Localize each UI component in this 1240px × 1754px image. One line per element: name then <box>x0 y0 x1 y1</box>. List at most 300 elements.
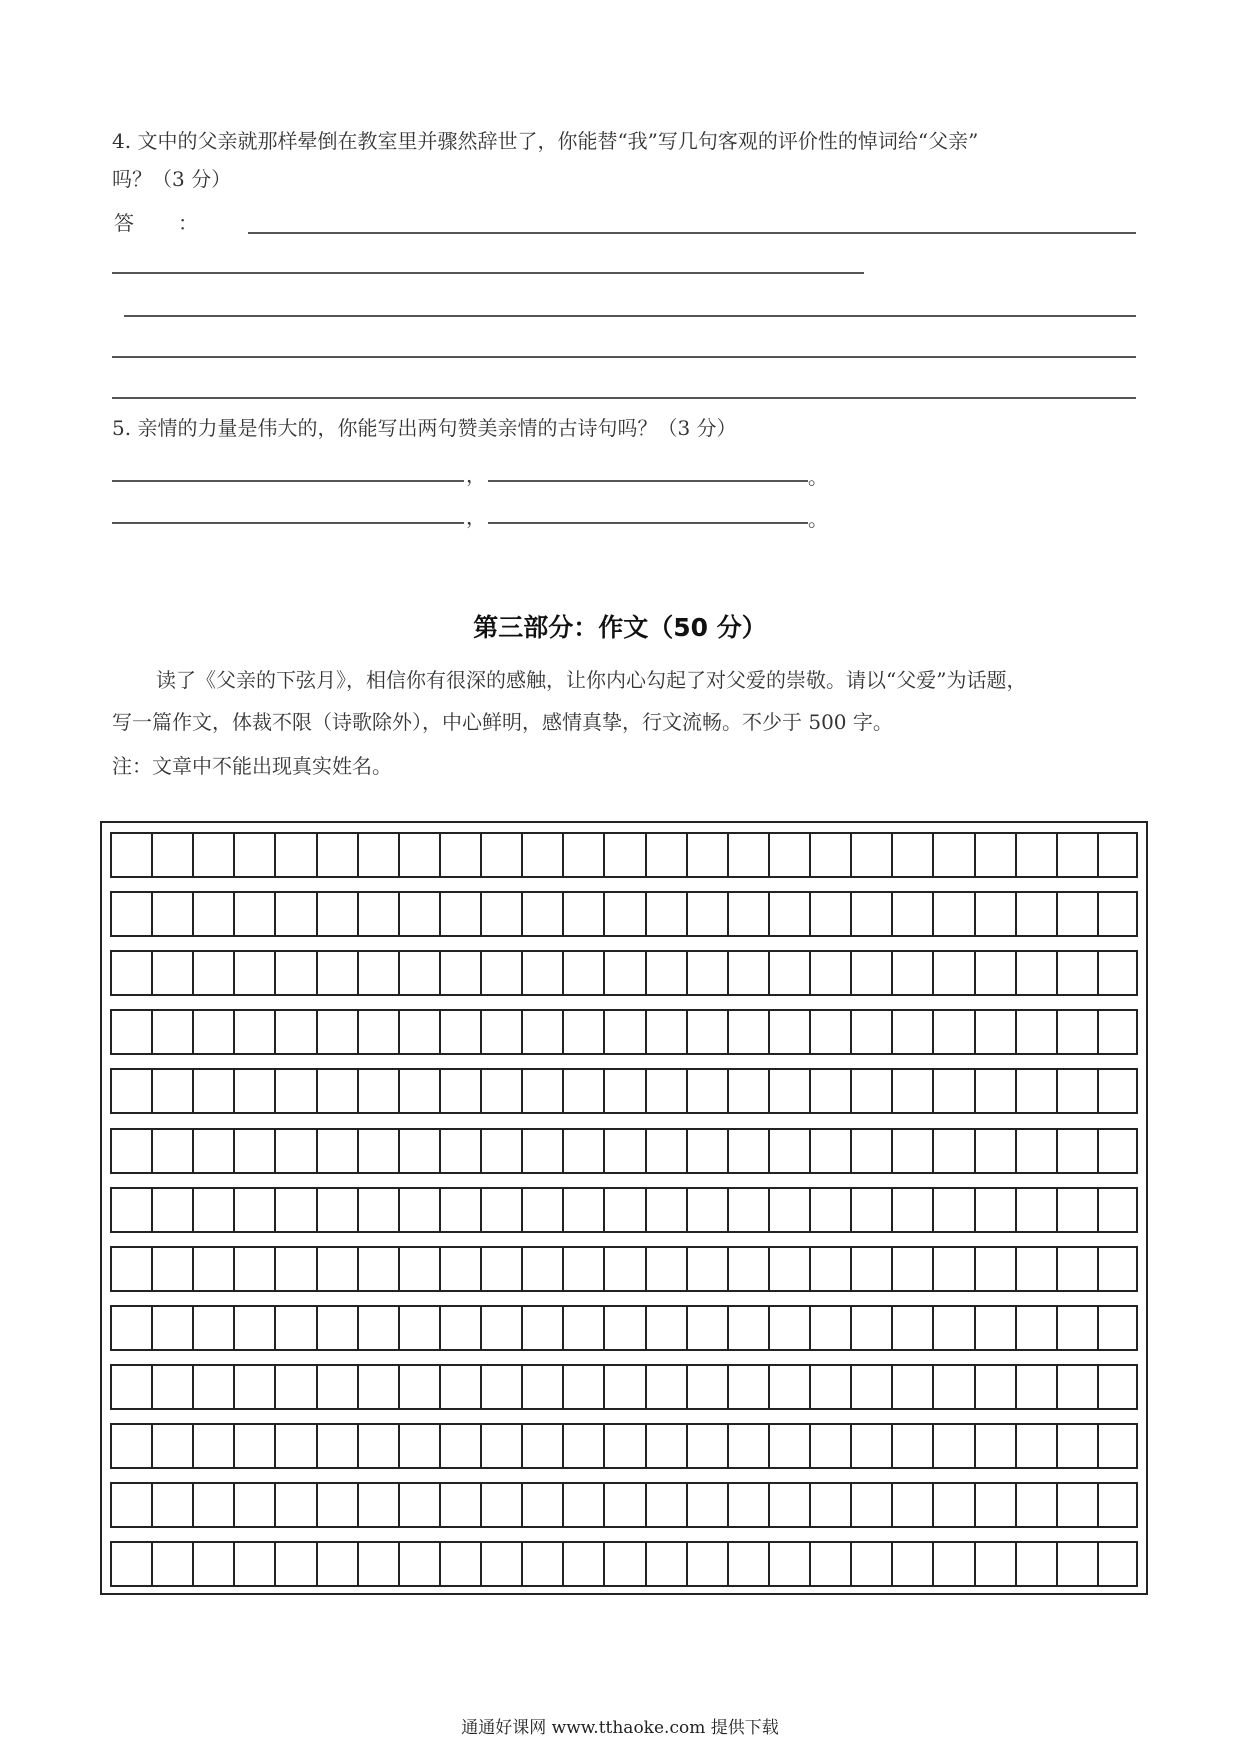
grid-cell[interactable] <box>686 834 727 876</box>
grid-cell[interactable] <box>850 1011 891 1053</box>
grid-cell[interactable] <box>151 1425 192 1467</box>
grid-cell[interactable] <box>357 1543 398 1585</box>
grid-cell[interactable] <box>603 1248 644 1290</box>
grid-cell[interactable] <box>357 1189 398 1231</box>
grid-cell[interactable] <box>974 1484 1015 1526</box>
grid-cell[interactable] <box>603 1484 644 1526</box>
grid-cell[interactable] <box>809 1011 850 1053</box>
grid-cell[interactable] <box>727 1070 768 1112</box>
grid-cell[interactable] <box>727 893 768 935</box>
grid-cell[interactable] <box>645 1366 686 1408</box>
grid-cell[interactable] <box>1097 1425 1138 1467</box>
grid-cell[interactable] <box>439 1189 480 1231</box>
answer-line-3[interactable] <box>124 315 1136 317</box>
grid-cell[interactable] <box>974 1011 1015 1053</box>
grid-cell[interactable] <box>727 1011 768 1053</box>
grid-cell[interactable] <box>110 1130 151 1172</box>
grid-cell[interactable] <box>521 893 562 935</box>
grid-cell[interactable] <box>562 1543 603 1585</box>
grid-cell[interactable] <box>562 893 603 935</box>
grid-cell[interactable] <box>316 1070 357 1112</box>
grid-cell[interactable] <box>562 1189 603 1231</box>
grid-cell[interactable] <box>809 1248 850 1290</box>
grid-cell[interactable] <box>316 1189 357 1231</box>
grid-cell[interactable] <box>850 1248 891 1290</box>
grid-cell[interactable] <box>1097 1130 1138 1172</box>
grid-cell[interactable] <box>439 1011 480 1053</box>
grid-cell[interactable] <box>274 1248 315 1290</box>
grid-cell[interactable] <box>357 1366 398 1408</box>
grid-cell[interactable] <box>1056 1307 1097 1349</box>
grid-cell[interactable] <box>151 1484 192 1526</box>
grid-cell[interactable] <box>974 1189 1015 1231</box>
grid-cell[interactable] <box>357 1425 398 1467</box>
grid-cell[interactable] <box>357 1248 398 1290</box>
grid-cell[interactable] <box>645 1543 686 1585</box>
grid-cell[interactable] <box>974 1366 1015 1408</box>
grid-cell[interactable] <box>645 1070 686 1112</box>
grid-cell[interactable] <box>192 1543 233 1585</box>
grid-cell[interactable] <box>932 1366 973 1408</box>
poem-blank-2a[interactable] <box>112 522 464 524</box>
grid-cell[interactable] <box>398 1307 439 1349</box>
grid-cell[interactable] <box>891 1070 932 1112</box>
grid-cell[interactable] <box>1097 1248 1138 1290</box>
grid-cell[interactable] <box>480 1484 521 1526</box>
grid-cell[interactable] <box>439 1484 480 1526</box>
grid-cell[interactable] <box>768 1425 809 1467</box>
grid-cell[interactable] <box>521 1130 562 1172</box>
grid-cell[interactable] <box>274 1130 315 1172</box>
grid-cell[interactable] <box>357 1484 398 1526</box>
grid-cell[interactable] <box>686 893 727 935</box>
grid-cell[interactable] <box>316 1307 357 1349</box>
grid-cell[interactable] <box>1056 893 1097 935</box>
grid-cell[interactable] <box>603 834 644 876</box>
grid-cell[interactable] <box>151 1130 192 1172</box>
grid-cell[interactable] <box>932 1484 973 1526</box>
grid-cell[interactable] <box>645 893 686 935</box>
poem-blank-1b[interactable] <box>488 480 808 482</box>
grid-cell[interactable] <box>686 1189 727 1231</box>
grid-cell[interactable] <box>398 1189 439 1231</box>
grid-cell[interactable] <box>1097 1307 1138 1349</box>
answer-line-2[interactable] <box>112 272 864 274</box>
grid-cell[interactable] <box>151 1248 192 1290</box>
grid-cell[interactable] <box>1015 834 1056 876</box>
grid-cell[interactable] <box>1056 1425 1097 1467</box>
grid-cell[interactable] <box>192 1070 233 1112</box>
grid-cell[interactable] <box>233 1366 274 1408</box>
grid-cell[interactable] <box>686 1130 727 1172</box>
grid-cell[interactable] <box>768 1366 809 1408</box>
grid-cell[interactable] <box>151 834 192 876</box>
grid-cell[interactable] <box>274 1425 315 1467</box>
grid-cell[interactable] <box>562 1425 603 1467</box>
grid-cell[interactable] <box>480 1543 521 1585</box>
grid-cell[interactable] <box>686 1543 727 1585</box>
grid-cell[interactable] <box>110 1070 151 1112</box>
grid-cell[interactable] <box>110 1484 151 1526</box>
grid-cell[interactable] <box>521 1011 562 1053</box>
grid-cell[interactable] <box>645 1011 686 1053</box>
grid-cell[interactable] <box>192 1189 233 1231</box>
grid-cell[interactable] <box>562 1011 603 1053</box>
grid-cell[interactable] <box>316 893 357 935</box>
grid-cell[interactable] <box>768 1484 809 1526</box>
grid-cell[interactable] <box>974 952 1015 994</box>
grid-cell[interactable] <box>603 1070 644 1112</box>
grid-cell[interactable] <box>1097 952 1138 994</box>
grid-cell[interactable] <box>686 1425 727 1467</box>
grid-cell[interactable] <box>274 1307 315 1349</box>
grid-cell[interactable] <box>274 1543 315 1585</box>
grid-cell[interactable] <box>398 1070 439 1112</box>
grid-cell[interactable] <box>316 1425 357 1467</box>
grid-cell[interactable] <box>274 952 315 994</box>
grid-cell[interactable] <box>1097 1011 1138 1053</box>
grid-cell[interactable] <box>562 952 603 994</box>
grid-cell[interactable] <box>727 1130 768 1172</box>
grid-cell[interactable] <box>645 1189 686 1231</box>
grid-cell[interactable] <box>686 1248 727 1290</box>
grid-cell[interactable] <box>398 1366 439 1408</box>
grid-cell[interactable] <box>233 893 274 935</box>
grid-cell[interactable] <box>727 1366 768 1408</box>
grid-cell[interactable] <box>562 1366 603 1408</box>
grid-cell[interactable] <box>974 893 1015 935</box>
grid-cell[interactable] <box>521 1070 562 1112</box>
grid-cell[interactable] <box>562 834 603 876</box>
grid-cell[interactable] <box>645 1248 686 1290</box>
grid-cell[interactable] <box>521 1189 562 1231</box>
grid-cell[interactable] <box>603 1189 644 1231</box>
grid-cell[interactable] <box>850 952 891 994</box>
grid-cell[interactable] <box>1015 1189 1056 1231</box>
grid-cell[interactable] <box>645 1307 686 1349</box>
grid-cell[interactable] <box>603 1011 644 1053</box>
grid-cell[interactable] <box>110 1189 151 1231</box>
grid-cell[interactable] <box>1015 1248 1056 1290</box>
grid-cell[interactable] <box>974 1130 1015 1172</box>
grid-cell[interactable] <box>233 1070 274 1112</box>
grid-cell[interactable] <box>316 952 357 994</box>
grid-cell[interactable] <box>932 1130 973 1172</box>
grid-cell[interactable] <box>480 1189 521 1231</box>
grid-cell[interactable] <box>1015 1307 1056 1349</box>
grid-cell[interactable] <box>1056 1543 1097 1585</box>
grid-cell[interactable] <box>192 1248 233 1290</box>
grid-cell[interactable] <box>398 1425 439 1467</box>
grid-cell[interactable] <box>1056 1011 1097 1053</box>
grid-cell[interactable] <box>233 1130 274 1172</box>
grid-cell[interactable] <box>1015 952 1056 994</box>
grid-cell[interactable] <box>110 1366 151 1408</box>
grid-cell[interactable] <box>727 1248 768 1290</box>
grid-cell[interactable] <box>809 952 850 994</box>
grid-cell[interactable] <box>110 1011 151 1053</box>
grid-cell[interactable] <box>316 1248 357 1290</box>
grid-cell[interactable] <box>151 1366 192 1408</box>
grid-cell[interactable] <box>316 1130 357 1172</box>
grid-cell[interactable] <box>110 1307 151 1349</box>
grid-cell[interactable] <box>1056 1130 1097 1172</box>
grid-cell[interactable] <box>686 952 727 994</box>
grid-cell[interactable] <box>233 834 274 876</box>
grid-cell[interactable] <box>398 952 439 994</box>
grid-cell[interactable] <box>192 1130 233 1172</box>
grid-cell[interactable] <box>603 1425 644 1467</box>
grid-cell[interactable] <box>316 1484 357 1526</box>
grid-cell[interactable] <box>809 1484 850 1526</box>
grid-cell[interactable] <box>932 1425 973 1467</box>
grid-cell[interactable] <box>727 952 768 994</box>
grid-cell[interactable] <box>891 1543 932 1585</box>
grid-cell[interactable] <box>932 952 973 994</box>
grid-cell[interactable] <box>686 1366 727 1408</box>
grid-cell[interactable] <box>1015 1543 1056 1585</box>
grid-cell[interactable] <box>891 893 932 935</box>
grid-cell[interactable] <box>357 1307 398 1349</box>
grid-cell[interactable] <box>357 893 398 935</box>
grid-cell[interactable] <box>480 1248 521 1290</box>
grid-cell[interactable] <box>521 1248 562 1290</box>
grid-cell[interactable] <box>1015 1425 1056 1467</box>
grid-cell[interactable] <box>439 1248 480 1290</box>
grid-cell[interactable] <box>1015 1484 1056 1526</box>
grid-cell[interactable] <box>439 834 480 876</box>
grid-cell[interactable] <box>562 1130 603 1172</box>
grid-cell[interactable] <box>603 952 644 994</box>
grid-cell[interactable] <box>192 1366 233 1408</box>
grid-cell[interactable] <box>809 1189 850 1231</box>
grid-cell[interactable] <box>891 1484 932 1526</box>
grid-cell[interactable] <box>233 1307 274 1349</box>
grid-cell[interactable] <box>521 834 562 876</box>
grid-cell[interactable] <box>274 1070 315 1112</box>
grid-cell[interactable] <box>768 893 809 935</box>
answer-line-4[interactable] <box>112 356 1136 358</box>
grid-cell[interactable] <box>809 1366 850 1408</box>
grid-cell[interactable] <box>932 1248 973 1290</box>
grid-cell[interactable] <box>151 1011 192 1053</box>
grid-cell[interactable] <box>151 1543 192 1585</box>
grid-cell[interactable] <box>233 952 274 994</box>
grid-cell[interactable] <box>151 1070 192 1112</box>
grid-cell[interactable] <box>233 1425 274 1467</box>
grid-cell[interactable] <box>521 1425 562 1467</box>
grid-cell[interactable] <box>932 1070 973 1112</box>
grid-cell[interactable] <box>110 952 151 994</box>
grid-cell[interactable] <box>768 1130 809 1172</box>
grid-cell[interactable] <box>891 952 932 994</box>
grid-cell[interactable] <box>850 1366 891 1408</box>
answer-line-1[interactable] <box>248 232 1136 234</box>
grid-cell[interactable] <box>439 893 480 935</box>
grid-cell[interactable] <box>891 1248 932 1290</box>
grid-cell[interactable] <box>357 834 398 876</box>
grid-cell[interactable] <box>603 1130 644 1172</box>
grid-cell[interactable] <box>439 1543 480 1585</box>
grid-cell[interactable] <box>891 1425 932 1467</box>
grid-cell[interactable] <box>274 1484 315 1526</box>
grid-cell[interactable] <box>192 1425 233 1467</box>
grid-cell[interactable] <box>274 1011 315 1053</box>
grid-cell[interactable] <box>932 1543 973 1585</box>
grid-cell[interactable] <box>974 1070 1015 1112</box>
grid-cell[interactable] <box>686 1307 727 1349</box>
grid-cell[interactable] <box>974 1307 1015 1349</box>
grid-cell[interactable] <box>891 1189 932 1231</box>
grid-cell[interactable] <box>809 1070 850 1112</box>
grid-cell[interactable] <box>562 1248 603 1290</box>
grid-cell[interactable] <box>932 1011 973 1053</box>
grid-cell[interactable] <box>727 1425 768 1467</box>
grid-cell[interactable] <box>974 834 1015 876</box>
grid-cell[interactable] <box>439 1307 480 1349</box>
grid-cell[interactable] <box>233 1189 274 1231</box>
grid-cell[interactable] <box>974 1543 1015 1585</box>
grid-cell[interactable] <box>439 1366 480 1408</box>
grid-cell[interactable] <box>521 952 562 994</box>
grid-cell[interactable] <box>110 1425 151 1467</box>
grid-cell[interactable] <box>192 1011 233 1053</box>
grid-cell[interactable] <box>850 1484 891 1526</box>
grid-cell[interactable] <box>768 1248 809 1290</box>
grid-cell[interactable] <box>398 1011 439 1053</box>
grid-cell[interactable] <box>398 1130 439 1172</box>
grid-cell[interactable] <box>521 1543 562 1585</box>
grid-cell[interactable] <box>850 1130 891 1172</box>
grid-cell[interactable] <box>686 1484 727 1526</box>
grid-cell[interactable] <box>480 1307 521 1349</box>
grid-cell[interactable] <box>850 1070 891 1112</box>
grid-cell[interactable] <box>480 1366 521 1408</box>
grid-cell[interactable] <box>398 893 439 935</box>
grid-cell[interactable] <box>768 1543 809 1585</box>
grid-cell[interactable] <box>192 834 233 876</box>
grid-cell[interactable] <box>439 1070 480 1112</box>
grid-cell[interactable] <box>357 1130 398 1172</box>
grid-cell[interactable] <box>521 1366 562 1408</box>
grid-cell[interactable] <box>974 1248 1015 1290</box>
grid-cell[interactable] <box>727 834 768 876</box>
grid-cell[interactable] <box>768 834 809 876</box>
grid-cell[interactable] <box>357 1011 398 1053</box>
grid-cell[interactable] <box>686 1011 727 1053</box>
answer-line-5[interactable] <box>112 397 1136 399</box>
grid-cell[interactable] <box>480 952 521 994</box>
grid-cell[interactable] <box>110 893 151 935</box>
grid-cell[interactable] <box>603 893 644 935</box>
grid-cell[interactable] <box>645 952 686 994</box>
grid-cell[interactable] <box>1097 1070 1138 1112</box>
grid-cell[interactable] <box>891 834 932 876</box>
grid-cell[interactable] <box>151 893 192 935</box>
grid-cell[interactable] <box>316 834 357 876</box>
grid-cell[interactable] <box>1097 1484 1138 1526</box>
grid-cell[interactable] <box>192 893 233 935</box>
grid-cell[interactable] <box>1015 1070 1056 1112</box>
grid-cell[interactable] <box>1097 1366 1138 1408</box>
grid-cell[interactable] <box>603 1366 644 1408</box>
grid-cell[interactable] <box>398 1248 439 1290</box>
grid-cell[interactable] <box>850 1425 891 1467</box>
grid-cell[interactable] <box>521 1307 562 1349</box>
grid-cell[interactable] <box>480 1425 521 1467</box>
grid-cell[interactable] <box>850 1543 891 1585</box>
poem-blank-1a[interactable] <box>112 480 464 482</box>
grid-cell[interactable] <box>398 1543 439 1585</box>
grid-cell[interactable] <box>1056 1189 1097 1231</box>
grid-cell[interactable] <box>932 834 973 876</box>
poem-blank-2b[interactable] <box>488 522 808 524</box>
grid-cell[interactable] <box>891 1130 932 1172</box>
grid-cell[interactable] <box>603 1543 644 1585</box>
grid-cell[interactable] <box>932 893 973 935</box>
grid-cell[interactable] <box>562 1484 603 1526</box>
grid-cell[interactable] <box>151 952 192 994</box>
grid-cell[interactable] <box>1015 1011 1056 1053</box>
grid-cell[interactable] <box>1056 1070 1097 1112</box>
grid-cell[interactable] <box>192 952 233 994</box>
grid-cell[interactable] <box>480 1130 521 1172</box>
grid-cell[interactable] <box>192 1484 233 1526</box>
grid-cell[interactable] <box>1056 834 1097 876</box>
grid-cell[interactable] <box>727 1307 768 1349</box>
grid-cell[interactable] <box>1015 1130 1056 1172</box>
grid-cell[interactable] <box>398 1484 439 1526</box>
grid-cell[interactable] <box>316 1366 357 1408</box>
grid-cell[interactable] <box>768 952 809 994</box>
grid-cell[interactable] <box>398 834 439 876</box>
grid-cell[interactable] <box>850 1307 891 1349</box>
grid-cell[interactable] <box>891 1307 932 1349</box>
grid-cell[interactable] <box>768 1070 809 1112</box>
grid-cell[interactable] <box>974 1425 1015 1467</box>
grid-cell[interactable] <box>316 1543 357 1585</box>
grid-cell[interactable] <box>192 1307 233 1349</box>
grid-cell[interactable] <box>274 1189 315 1231</box>
grid-cell[interactable] <box>1015 893 1056 935</box>
grid-cell[interactable] <box>1097 1543 1138 1585</box>
grid-cell[interactable] <box>809 1543 850 1585</box>
grid-cell[interactable] <box>233 1011 274 1053</box>
grid-cell[interactable] <box>768 1307 809 1349</box>
grid-cell[interactable] <box>603 1307 644 1349</box>
grid-cell[interactable] <box>891 1366 932 1408</box>
grid-cell[interactable] <box>110 834 151 876</box>
grid-cell[interactable] <box>1015 1366 1056 1408</box>
grid-cell[interactable] <box>809 893 850 935</box>
grid-cell[interactable] <box>439 952 480 994</box>
grid-cell[interactable] <box>151 1307 192 1349</box>
grid-cell[interactable] <box>932 1189 973 1231</box>
grid-cell[interactable] <box>850 1189 891 1231</box>
grid-cell[interactable] <box>850 893 891 935</box>
grid-cell[interactable] <box>727 1189 768 1231</box>
grid-cell[interactable] <box>562 1307 603 1349</box>
grid-cell[interactable] <box>439 1130 480 1172</box>
grid-cell[interactable] <box>1056 1248 1097 1290</box>
grid-cell[interactable] <box>233 1543 274 1585</box>
grid-cell[interactable] <box>357 1070 398 1112</box>
grid-cell[interactable] <box>645 834 686 876</box>
grid-cell[interactable] <box>809 1425 850 1467</box>
grid-cell[interactable] <box>686 1070 727 1112</box>
grid-cell[interactable] <box>439 1425 480 1467</box>
grid-cell[interactable] <box>233 1248 274 1290</box>
